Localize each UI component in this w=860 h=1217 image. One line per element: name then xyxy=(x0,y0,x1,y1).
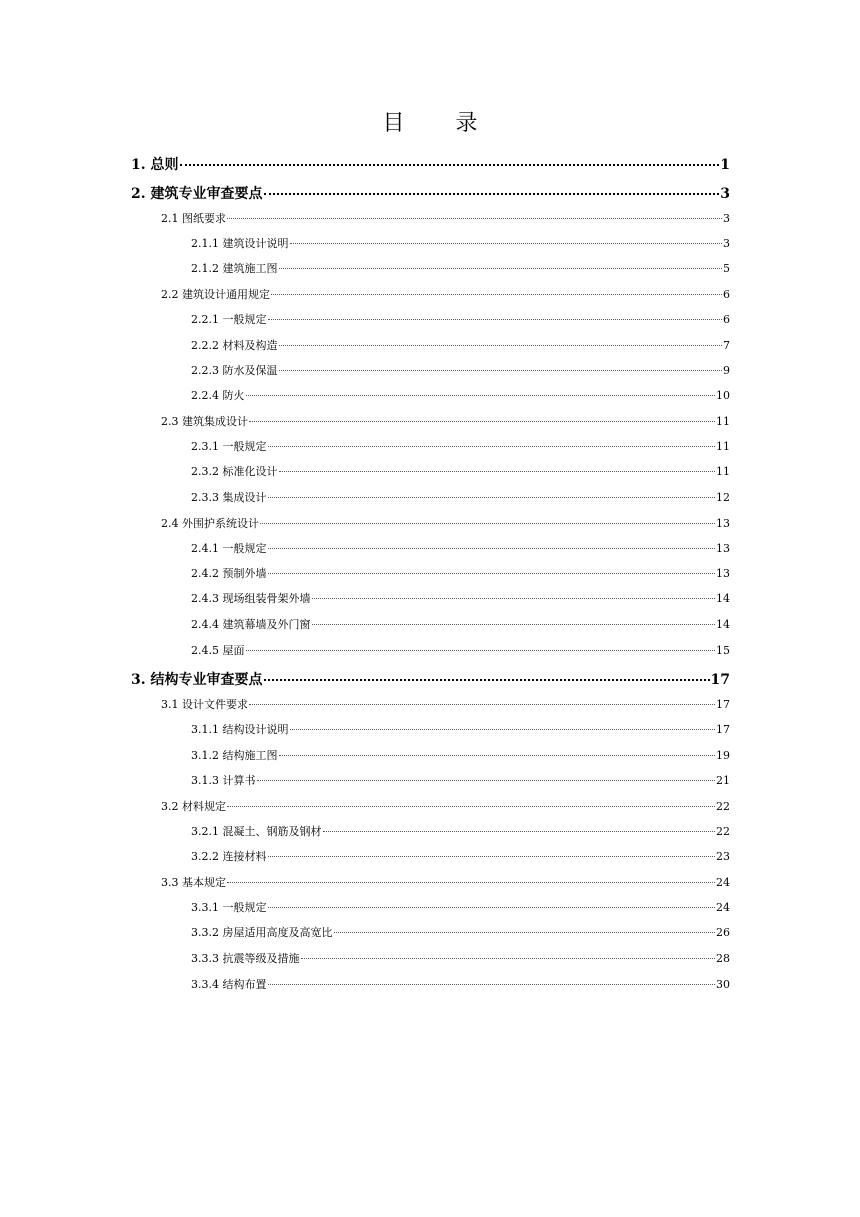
toc-entry-level-3[interactable] xyxy=(191,565,730,581)
toc-entry-label: 3.2 材料规定 xyxy=(161,800,226,813)
toc-entry-label: 2.4.1 一般规定 xyxy=(191,542,267,555)
toc-entry-level-3[interactable] xyxy=(191,899,730,915)
dot-leader xyxy=(323,831,716,832)
toc-entry-level-3[interactable] xyxy=(191,848,730,864)
toc-entry-level-3[interactable] xyxy=(191,823,730,839)
toc-page-number: 5 xyxy=(723,262,730,275)
dot-leader xyxy=(227,806,715,807)
toc-entry-label: 2.4.2 预制外墙 xyxy=(191,567,267,580)
dot-leader xyxy=(268,573,716,574)
toc-entry-level-1[interactable] xyxy=(131,154,730,174)
dot-leader xyxy=(279,755,716,756)
toc-page-number: 3 xyxy=(723,212,730,225)
toc-page-number: 11 xyxy=(716,415,730,428)
toc-page-number: 22 xyxy=(716,800,730,813)
toc-entry-label: 3.2.1 混凝土、钢筋及钢材 xyxy=(191,825,322,838)
toc-entry-label: 2.3.1 一般规定 xyxy=(191,440,267,453)
toc-entry-label: 3.3.3 抗震等级及措施 xyxy=(191,952,300,965)
dot-leader xyxy=(268,446,716,447)
toc-page-number: 30 xyxy=(716,978,730,991)
toc-entry-label: 2.2.2 材料及构造 xyxy=(191,339,278,352)
toc-entry-label: 3.3 基本规定 xyxy=(161,876,226,889)
toc-page-number: 26 xyxy=(716,926,730,939)
toc-page-number: 6 xyxy=(723,313,730,326)
dot-leader xyxy=(260,523,715,524)
toc-entry-level-3[interactable] xyxy=(191,772,730,788)
toc-entry-level-1[interactable] xyxy=(131,669,730,689)
dot-leader xyxy=(312,598,716,599)
toc-entry-level-3[interactable] xyxy=(191,463,730,479)
toc-entry-label: 3.3.4 结构布置 xyxy=(191,978,267,991)
dot-leader xyxy=(268,907,716,908)
toc-entry-label: 3.3.1 一般规定 xyxy=(191,901,267,914)
toc-page-number: 3 xyxy=(723,237,730,250)
toc-page-number: 24 xyxy=(716,876,730,889)
toc-page-number: 28 xyxy=(716,952,730,965)
toc-entry-label: 2. 建筑专业审查要点 xyxy=(131,186,263,202)
toc-page-number: 21 xyxy=(716,774,730,787)
dot-leader xyxy=(279,268,723,269)
toc-entry-label: 2.2.1 一般规定 xyxy=(191,313,267,326)
toc-entry-label: 2.4.3 现场组装骨架外墙 xyxy=(191,592,311,605)
toc-page-number: 11 xyxy=(716,440,730,453)
toc-entry-label: 3.1.1 结构设计说明 xyxy=(191,723,289,736)
toc-page-number: 19 xyxy=(716,749,730,762)
dot-leader xyxy=(312,624,716,625)
toc-entry-level-3[interactable] xyxy=(191,721,730,737)
dot-leader xyxy=(268,856,716,857)
toc-entry-label: 2.4 外围护系统设计 xyxy=(161,517,259,530)
toc-entry-level-3[interactable] xyxy=(191,387,730,403)
toc-entry-label: 3. 结构专业审查要点 xyxy=(131,672,263,688)
dot-leader xyxy=(227,882,715,883)
toc-entry-level-3[interactable] xyxy=(191,489,730,505)
toc-entry-level-2[interactable] xyxy=(161,515,730,531)
toc-entry-label: 3.1.2 结构施工图 xyxy=(191,749,278,762)
toc-entry-label: 2.1 图纸要求 xyxy=(161,212,226,225)
dot-leader xyxy=(301,958,716,959)
dot-leader xyxy=(334,932,716,933)
toc-entry-level-2[interactable] xyxy=(161,696,730,712)
toc-entry-label: 2.2.3 防水及保温 xyxy=(191,364,278,377)
toc-entry-label: 2.4.5 屋面 xyxy=(191,644,245,657)
dot-leader xyxy=(264,193,720,195)
toc-entry-level-3[interactable] xyxy=(191,590,730,606)
dot-leader xyxy=(268,319,723,320)
dot-leader xyxy=(271,294,722,295)
toc-page-number: 1 xyxy=(720,157,730,173)
toc-entry-level-2[interactable] xyxy=(161,798,730,814)
dot-leader xyxy=(246,650,716,651)
toc-page-number: 3 xyxy=(720,186,730,202)
toc-entry-level-3[interactable] xyxy=(191,747,730,763)
toc-page-number: 14 xyxy=(716,618,730,631)
toc-entry-label: 2.1.1 建筑设计说明 xyxy=(191,237,289,250)
toc-entry-label: 3.3.2 房屋适用高度及高宽比 xyxy=(191,926,333,939)
dot-leader xyxy=(279,471,716,472)
toc-page-number: 17 xyxy=(710,672,730,688)
toc-entry-label: 2.2.4 防火 xyxy=(191,389,245,402)
toc-entry-label: 3.2.2 连接材料 xyxy=(191,850,267,863)
toc-entry-level-3[interactable] xyxy=(191,311,730,327)
dot-leader xyxy=(249,421,715,422)
toc-page-number: 17 xyxy=(716,698,730,711)
toc-entry-level-3[interactable] xyxy=(191,950,730,966)
toc-entry-level-3[interactable] xyxy=(191,540,730,556)
dot-leader xyxy=(246,395,716,396)
toc-entry-level-3[interactable] xyxy=(191,642,730,658)
dot-leader xyxy=(257,780,716,781)
toc-entry-level-2[interactable] xyxy=(161,210,730,226)
toc-page-number: 11 xyxy=(716,465,730,478)
toc-page-number: 15 xyxy=(716,644,730,657)
toc-entry-level-2[interactable] xyxy=(161,874,730,890)
dot-leader xyxy=(290,243,723,244)
dot-leader xyxy=(268,984,716,985)
toc-page-number: 17 xyxy=(716,723,730,736)
toc-page-number: 12 xyxy=(716,491,730,504)
toc-entry-level-3[interactable] xyxy=(191,235,730,251)
page-title: 目 录 xyxy=(382,111,500,136)
toc-page-number: 7 xyxy=(723,339,730,352)
toc-entry-label: 3.1 设计文件要求 xyxy=(161,698,248,711)
toc-entry-level-3[interactable] xyxy=(191,260,730,276)
toc-entry-level-2[interactable] xyxy=(161,413,730,429)
dot-leader xyxy=(268,497,716,498)
toc-entry-label: 2.4.4 建筑幕墙及外门窗 xyxy=(191,618,311,631)
dot-leader xyxy=(249,704,715,705)
toc-entry-level-3[interactable] xyxy=(191,362,730,378)
toc-page-number: 10 xyxy=(716,389,730,402)
toc-entry-level-3[interactable] xyxy=(191,337,730,353)
toc-entry-level-3[interactable] xyxy=(191,616,730,632)
toc-page-number: 24 xyxy=(716,901,730,914)
toc-entry-label: 2.1.2 建筑施工图 xyxy=(191,262,278,275)
toc-entry-label: 2.3.2 标准化设计 xyxy=(191,465,278,478)
toc-page-number: 9 xyxy=(723,364,730,377)
dot-leader xyxy=(279,370,723,371)
toc-entry-label: 2.2 建筑设计通用规定 xyxy=(161,288,270,301)
toc-page-number: 13 xyxy=(716,542,730,555)
dot-leader xyxy=(268,548,716,549)
toc-page-number: 14 xyxy=(716,592,730,605)
toc-entry-level-3[interactable] xyxy=(191,924,730,940)
toc-entry-label: 3.1.3 计算书 xyxy=(191,774,256,787)
dot-leader xyxy=(227,218,722,219)
toc-page-number: 6 xyxy=(723,288,730,301)
toc-entry-level-2[interactable] xyxy=(161,286,730,302)
dot-leader xyxy=(264,679,710,681)
toc-entry-level-3[interactable] xyxy=(191,438,730,454)
toc-entry-label: 2.3 建筑集成设计 xyxy=(161,415,248,428)
toc-page-number: 13 xyxy=(716,517,730,530)
toc-page-number: 13 xyxy=(716,567,730,580)
toc-page-number: 23 xyxy=(716,850,730,863)
toc-entry-level-1[interactable] xyxy=(131,183,730,203)
dot-leader xyxy=(180,164,720,166)
dot-leader xyxy=(279,345,723,346)
dot-leader xyxy=(290,729,716,730)
toc-page-number: 22 xyxy=(716,825,730,838)
toc-entry-level-3[interactable] xyxy=(191,976,730,992)
toc-entry-label: 1. 总则 xyxy=(131,157,179,173)
toc-entry-label: 2.3.3 集成设计 xyxy=(191,491,267,504)
